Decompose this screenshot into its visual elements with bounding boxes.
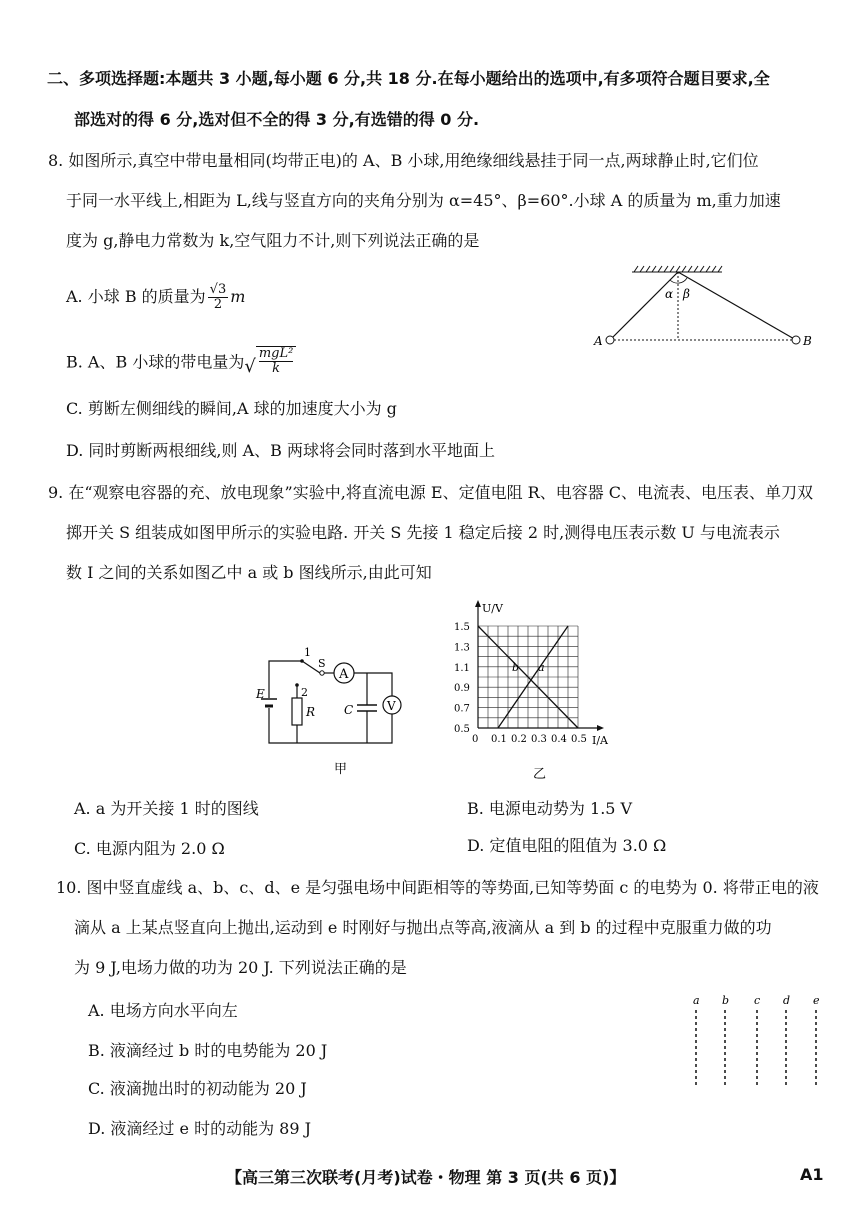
q8-option-a-numerator: √3: [209, 282, 227, 297]
series-label-b: b: [512, 660, 520, 674]
contact-1-label: 1: [304, 646, 311, 659]
q8-option-b-numerator: mgL²: [258, 346, 294, 361]
plane-label-a: a: [693, 994, 700, 1007]
q9-stem-line2: 掷开关 S 组装成如图甲所示的实验电路. 开关 S 先接 1 稳定后接 2 时,测得电压表示数 U 与电流表示: [66, 523, 780, 542]
q8-option-a-suffix: m: [230, 287, 246, 306]
q9-option-a[interactable]: A. a 为开关接 1 时的图线: [74, 799, 259, 818]
plane-label-e: e: [813, 994, 820, 1007]
plane-label-c: c: [754, 994, 761, 1007]
plane-label-d: d: [783, 994, 791, 1007]
source-e-label: E: [256, 687, 265, 701]
q8-option-a-fraction: [208, 283, 229, 312]
q8-option-a[interactable]: [66, 283, 245, 312]
x-axis-arrow: [597, 725, 604, 731]
switch-contact-1: [300, 659, 304, 663]
q10-option-b[interactable]: B. 液滴经过 b 时的电势能为 20 J: [88, 1041, 328, 1060]
x-tick-label: 0.5: [571, 734, 587, 745]
switch-s-label: S: [318, 657, 326, 670]
contact-2-label: 2: [301, 686, 308, 699]
ball-a: [606, 336, 614, 344]
q8-option-c[interactable]: C. 剪断左侧细线的瞬间,A 球的加速度大小为 g: [66, 399, 397, 418]
q9-option-b[interactable]: B. 电源电动势为 1.5 V: [467, 799, 633, 818]
origin-label: 0: [472, 734, 479, 745]
y-tick-label: 1.3: [454, 642, 470, 654]
x-tick-label: 0.3: [531, 734, 547, 745]
graph-caption: 乙: [533, 767, 547, 782]
q8-option-a-prefix: A. 小球 B 的质量为: [66, 287, 206, 306]
paper-code: A1: [800, 1165, 824, 1184]
series-label-a: a: [538, 660, 545, 674]
q10-equipotential-figure: [684, 990, 834, 1090]
ball-b: [792, 336, 800, 344]
section-title-line1: 二、多项选择题:本题共 3 小题,每小题 6 分,共 18 分.在每小题给出的选项中,有多项符合题目要求,全: [47, 69, 770, 88]
q8-option-b[interactable]: [66, 346, 296, 380]
q9-option-c[interactable]: C. 电源内阻为 2.0 Ω: [74, 839, 225, 858]
ammeter-to-right: [354, 673, 392, 698]
ball-b-label: B: [803, 334, 812, 348]
y-axis-arrow: [475, 600, 481, 607]
plane-label-b: b: [722, 994, 730, 1007]
q10-option-a[interactable]: A. 电场方向水平向左: [88, 1001, 238, 1020]
ball-a-label: A: [594, 334, 603, 348]
capacitor-symbol: [357, 705, 377, 711]
circuit-caption: 甲: [334, 762, 348, 777]
y-tick-label: 0.9: [454, 683, 470, 695]
switch-contact-2: [295, 683, 299, 687]
q8-option-b-prefix: B. A、B 小球的带电量为: [66, 352, 245, 372]
q8-stem-line1: 8. 如图所示,真空中带电量相同(均带正电)的 A、B 小球,用绝缘细线悬挂于同一点,两球静止时,它们位: [48, 151, 759, 170]
switch-pivot: [320, 671, 324, 675]
q8-option-d[interactable]: D. 同时剪断两根细线,则 A、B 两球将会同时落到水平地面上: [66, 441, 496, 460]
x-tick-label: 0.2: [511, 734, 527, 745]
q8-option-b-sqrt: √ mgL² k: [244, 346, 296, 380]
q8-figure: [592, 262, 822, 357]
q9-option-d[interactable]: D. 定值电阻的阻值为 3.0 Ω: [467, 836, 667, 855]
q9-stem-line1: 9. 在“观察电容器的充、放电现象”实验中,将直流电源 E、定值电阻 R、电容器 C、电流表、电压表、单刀双: [48, 483, 814, 502]
q10-stem-line3: 为 9 J,电场力做的功为 20 J. 下列说法正确的是: [74, 958, 407, 977]
voltmeter-label: V: [387, 699, 396, 713]
q8-option-b-denominator: k: [272, 361, 281, 376]
y-tick-label: 0.5: [454, 724, 470, 735]
x-axis-label: I/A: [592, 734, 608, 747]
alpha-label: α: [665, 287, 674, 301]
q9-ui-graph: [440, 592, 630, 782]
q8-stem-line2: 于同一水平线上,相距为 L,线与竖直方向的夹角分别为 α=45°、β=60°.小球 A 的质量为 m,重力加速: [66, 191, 781, 210]
resistor-symbol: [292, 698, 302, 725]
q10-option-d[interactable]: D. 液滴经过 e 时的动能为 89 J: [88, 1119, 312, 1138]
y-tick-label: 0.7: [454, 703, 470, 715]
q10-option-c[interactable]: C. 液滴抛出时的初动能为 20 J: [88, 1079, 307, 1098]
x-tick-label: 0.4: [551, 734, 567, 745]
ceiling-hatch: [632, 266, 722, 272]
y-tick-label: 1.5: [454, 622, 470, 633]
q10-stem-line2: 滴从 a 上某点竖直向上抛出,运动到 e 时刚好与抛出点等高,液滴从 a 到 b 的过程中克服重力做的功: [74, 918, 772, 937]
ammeter-label: A: [339, 667, 349, 682]
q9-circuit-diagram: [252, 643, 412, 778]
x-tick-label: 0.1: [491, 734, 507, 745]
resistor-r-label: R: [306, 705, 316, 719]
circuit-wire-left: [269, 708, 392, 743]
thread-a: [610, 272, 678, 340]
q9-stem-line3: 数 I 之间的关系如图乙中 a 或 b 图线所示,由此可知: [66, 563, 432, 582]
section-title-line2: 部选对的得 6 分,选对但不全的得 3 分,有选错的得 0 分.: [74, 110, 480, 129]
q8-option-a-denominator: 2: [213, 297, 223, 312]
page-footer: 【高三第三次联考(月考)试卷・物理 第 3 页(共 6 页)】: [226, 1168, 626, 1187]
q10-stem-line1: 10. 图中竖直虚线 a、b、c、d、e 是匀强电场中间距相等的等势面,已知等势面 c 的电势为 0. 将带正电的液: [56, 878, 819, 897]
beta-label: β: [683, 287, 690, 301]
q8-stem-line3: 度为 g,静电力常数为 k,空气阻力不计,则下列说法正确的是: [66, 231, 480, 250]
y-axis-label: U/V: [482, 602, 503, 615]
y-tick-label: 1.1: [454, 662, 470, 674]
capacitor-c-label: C: [344, 703, 354, 717]
thread-b: [678, 272, 796, 340]
